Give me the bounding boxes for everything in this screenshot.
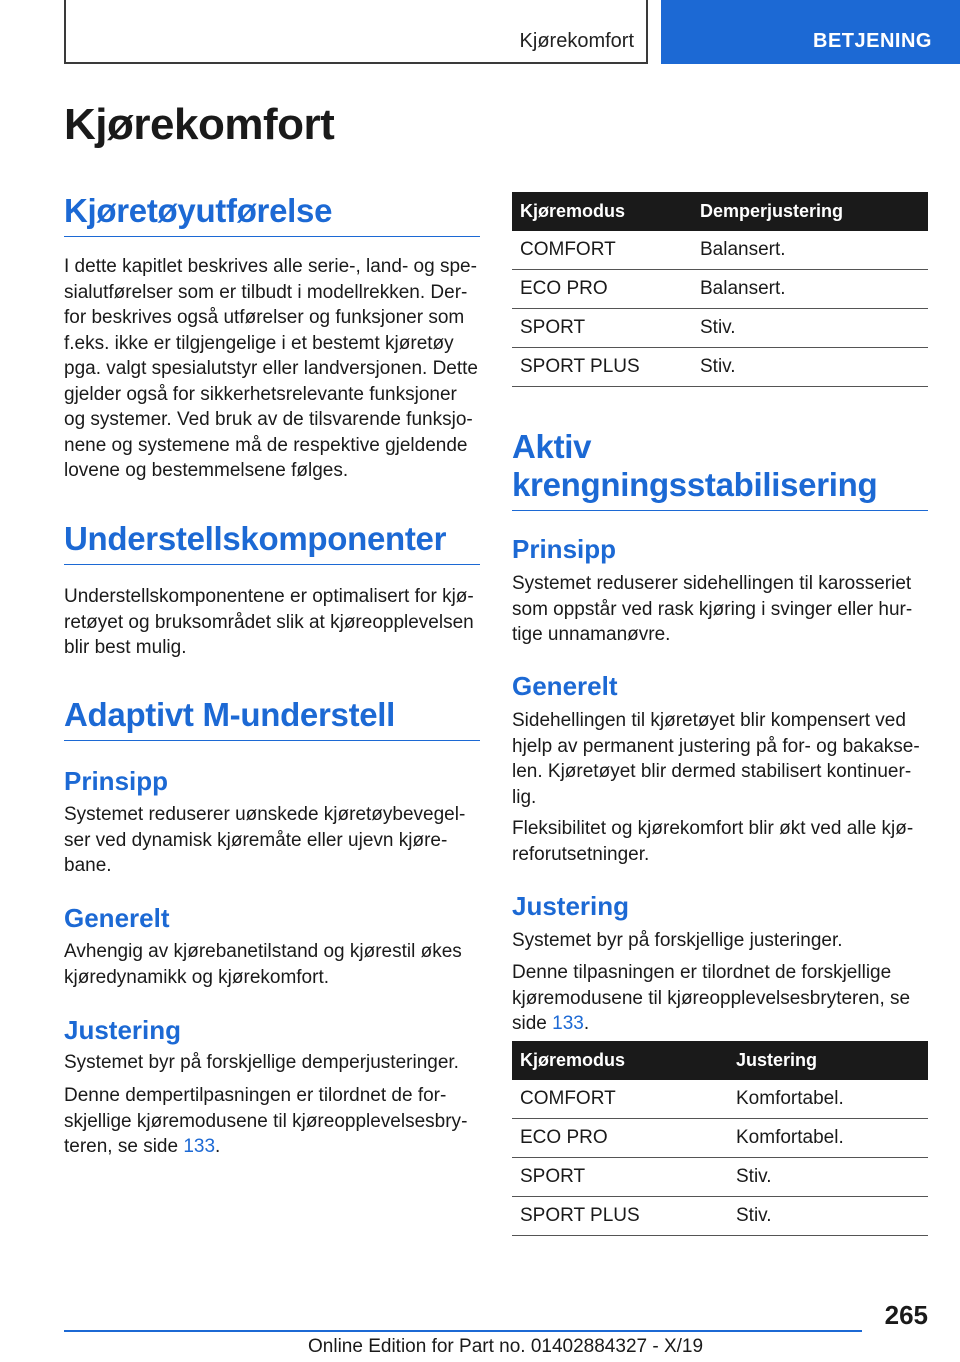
subsection-title-prinsipp: Prinsipp bbox=[64, 766, 169, 796]
section-title-understellskomponenter: Understellskomponenter bbox=[64, 520, 480, 565]
table-cell: ECO PRO bbox=[512, 270, 692, 309]
subsection-text-generelt-right-1: Sidehellingen til kjøretøyet blir kompensert ved hjelp av permanent justering på for- og bakakselen. Kjøretøyet blir dermed stabilisert kontinuerlig. bbox=[512, 710, 920, 808]
table-cell: Komfortabel. bbox=[728, 1080, 928, 1119]
table-header-cell: Kjøremodus bbox=[512, 1041, 728, 1080]
table-cell: Stiv. bbox=[692, 348, 928, 387]
table-cell: COMFORT bbox=[512, 1080, 728, 1119]
damper-table bbox=[512, 192, 928, 387]
adjustment-table bbox=[512, 1041, 928, 1236]
page-number: 265 bbox=[884, 1300, 928, 1330]
table-header-cell: Kjøremodus bbox=[512, 192, 692, 231]
header-section-title: Kjørekomfort bbox=[519, 30, 634, 52]
table-cell: SPORT bbox=[512, 1158, 728, 1197]
subsection-title-generelt: Generelt bbox=[64, 903, 170, 933]
section-title-line-2: krengningsstabilisering bbox=[512, 466, 878, 503]
table-cell: Stiv. bbox=[728, 1158, 928, 1197]
table-cell: SPORT PLUS bbox=[512, 348, 692, 387]
section-title-line-1: Aktiv bbox=[512, 428, 592, 465]
section-text-understellskomponenter: Understellskomponentene er optimalisert for kjøretøyet og bruksområdet slik at kjøreopplevelsen blir best mulig. bbox=[64, 586, 474, 658]
subsection-text-justering-2 bbox=[64, 1083, 480, 1160]
subsection-text-generelt: Avhengig av kjørebanetilstand og kjørestil økes kjøredynamikk og kjørekomfort. bbox=[64, 941, 462, 988]
subsection-text-prinsipp-right: Systemet reduserer sidehellingen til karosseriet som oppstår ved rask kjøring i svinger eller hurtige unnamanøvre. bbox=[512, 573, 913, 645]
header-section-box bbox=[64, 0, 648, 64]
table-cell: COMFORT bbox=[512, 231, 692, 270]
table-row bbox=[512, 1158, 928, 1197]
subsection-text-justering-1: Systemet byr på forskjellige demperjusteringer. bbox=[64, 1052, 459, 1073]
header-chapter-label: BETJENING bbox=[813, 30, 932, 52]
subsection-text-generelt-right-2: Fleksibilitet og kjørekomfort blir økt ved alle kjøreforutsetninger. bbox=[512, 818, 914, 865]
table-row bbox=[512, 348, 928, 387]
page-link-133[interactable]: 133 bbox=[183, 1136, 216, 1157]
header-chapter-tab[interactable] bbox=[661, 0, 960, 64]
table-header-row bbox=[512, 1041, 928, 1080]
table-row bbox=[512, 1119, 928, 1158]
table-cell: ECO PRO bbox=[512, 1119, 728, 1158]
table-header-row bbox=[512, 192, 928, 231]
table-cell: Komfortabel. bbox=[728, 1119, 928, 1158]
table-header-cell: Justering bbox=[728, 1041, 928, 1080]
justering-text-end: . bbox=[215, 1136, 221, 1157]
page-title: Kjørekomfort bbox=[64, 100, 335, 149]
table-cell: Stiv. bbox=[728, 1197, 928, 1236]
table-header-cell: Demperjustering bbox=[692, 192, 928, 231]
page-link-133-right[interactable]: 133 bbox=[552, 1013, 584, 1034]
footer-edition-text: Online Edition for Part no. 01402884327 - X/19 bbox=[308, 1336, 704, 1357]
table-cell: SPORT bbox=[512, 309, 692, 348]
justering-right-text-body: Denne tilpasningen er tilordnet de forskjellige kjøremodusene til kjøreopplevelsesbryteren, se side bbox=[512, 962, 911, 1034]
section-title-kjoretoyutforelse: Kjøretøyutførelse bbox=[64, 192, 480, 237]
table-row bbox=[512, 1080, 928, 1119]
justering-right-text-end: . bbox=[583, 1013, 590, 1034]
subsection-text-prinsipp: Systemet reduserer uønskede kjøretøybevegelser ved dynamisk kjøremåte eller ujevn kjørebane. bbox=[64, 804, 466, 876]
table-row bbox=[512, 270, 928, 309]
table-cell: Balansert. bbox=[692, 270, 928, 309]
table-cell: Stiv. bbox=[692, 309, 928, 348]
section-text-kjoretoyutforelse: I dette kapitlet beskrives alle serie-, land- og spesialutførelser som er tilbudt i modellrekken. Derfor beskrives også utførelser og funksjoner som f.eks. ikke er tilgjengelige i et bestemt kjøretøy pga. valgt spesialutstyr eller landversjonen. Dette gjelder også for sikkerhetsrelevante funksjoner og systemer. Ved bruk av de tilsvarende funksjonene og systemene må de respektive gjeldende lovene og bestemmelsene følges. bbox=[64, 256, 479, 481]
subsection-title-justering: Justering bbox=[64, 1015, 182, 1045]
table-cell: Balansert. bbox=[692, 231, 928, 270]
table-row bbox=[512, 1197, 928, 1236]
subsection-text-justering-right-2 bbox=[512, 960, 928, 1037]
section-title-adaptivt-m-understell: Adaptivt M-understell bbox=[64, 696, 480, 741]
subsection-title-generelt-right: Generelt bbox=[512, 671, 618, 701]
subsection-title-justering-right: Justering bbox=[512, 891, 630, 921]
table-row bbox=[512, 231, 928, 270]
subsection-title-prinsipp-right: Prinsipp bbox=[512, 534, 617, 564]
table-cell: SPORT PLUS bbox=[512, 1197, 728, 1236]
justering-text-body: Denne dempertilpasningen er tilordnet de forskjellige kjøremodusene til kjøreopplevelsesbryteren, se side bbox=[64, 1085, 468, 1157]
subsection-text-justering-right-1: Systemet byr på forskjellige justeringer. bbox=[512, 930, 843, 951]
section-title-aktiv-krengningsstabilisering bbox=[512, 428, 928, 511]
table-row bbox=[512, 309, 928, 348]
footer-divider bbox=[64, 1330, 862, 1332]
